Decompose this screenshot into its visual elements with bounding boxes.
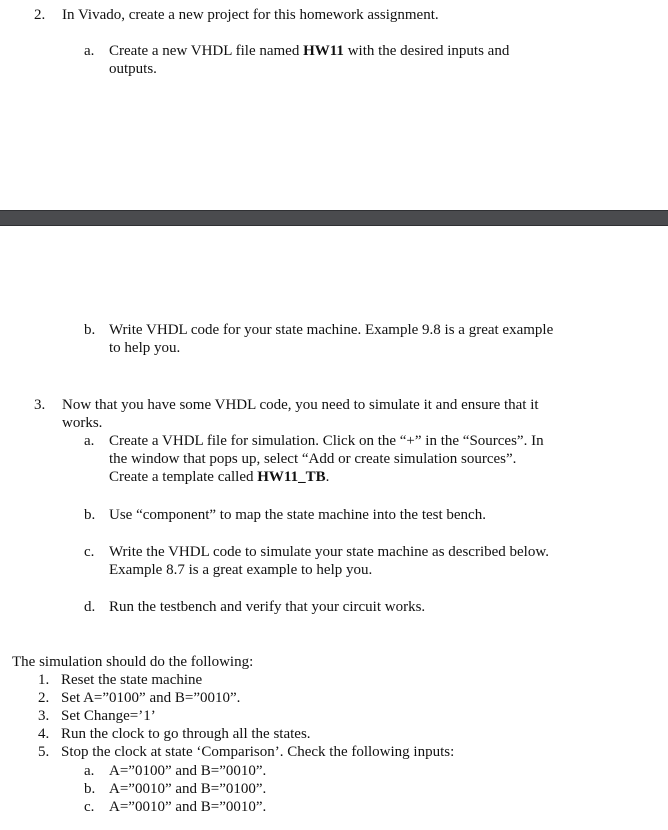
item-3c-text: Write the VHDL code to simulate your state machine as described below. Example 8.7 is a great example to help you. — [109, 544, 549, 578]
item-2a-text: Create a new VHDL file named HW11 with the desired inputs and outputs. — [109, 43, 510, 77]
template-name-hw11-tb: HW11_TB — [257, 469, 326, 485]
item-3d — [84, 598, 425, 616]
page-divider-bar — [0, 210, 668, 226]
simulation-check: b. A=”0010” and B=”0100”. — [84, 781, 267, 797]
item-3 — [34, 396, 539, 432]
item-2b-text: Write VHDL code for your state machine. Example 9.8 is a great example to help you. — [109, 322, 554, 356]
item-3d-marker: d. — [84, 599, 96, 615]
item-3c-marker: c. — [84, 544, 95, 560]
item-2b — [84, 321, 553, 357]
simulation-step: 2. Set A=”0100” and B=”0010”. — [38, 690, 241, 706]
item-3a-marker: a. — [84, 433, 95, 449]
item-3c — [84, 543, 549, 579]
simulation-check: a. A=”0100” and B=”0010”. — [84, 763, 267, 779]
simulation-heading: The simulation should do the following: — [12, 654, 254, 670]
item-2b-marker: b. — [84, 322, 96, 338]
item-3-number: 3. — [34, 397, 46, 413]
item-2a-marker: a. — [84, 43, 95, 59]
item-3a — [84, 432, 544, 486]
item-3-text: Now that you have some VHDL code, you need to simulate it and ensure that it works. — [62, 397, 539, 431]
simulation-step: 3. Set Change=’1’ — [38, 708, 156, 724]
simulation-step: 5. Stop the clock at state ‘Comparison’. Check the following inputs: — [38, 744, 455, 760]
simulation-step: 4. Run the clock to go through all the states. — [38, 726, 311, 742]
item-3b — [84, 506, 486, 524]
item-2a — [84, 42, 509, 78]
item-2-text: In Vivado, create a new project for this homework assignment. — [62, 7, 439, 23]
item-3d-text: Run the testbench and verify that your circuit works. — [109, 599, 426, 615]
item-3b-marker: b. — [84, 507, 96, 523]
simulation-check: c. A=”0010” and B=”0010”. — [84, 799, 267, 815]
item-2 — [34, 6, 439, 24]
simulation-step: 1. Reset the state machine — [38, 672, 203, 688]
item-3b-text: Use “component” to map the state machine into the test bench. — [109, 507, 486, 523]
item-3a-text: Create a VHDL file for simulation. Click on the “+” in the “Sources”. In the window that pops up, select “Add or create simulation sources”. Create a template called HW11_TB. — [109, 433, 544, 485]
file-name-hw11: HW11 — [303, 43, 344, 59]
item-2-number: 2. — [34, 7, 46, 23]
